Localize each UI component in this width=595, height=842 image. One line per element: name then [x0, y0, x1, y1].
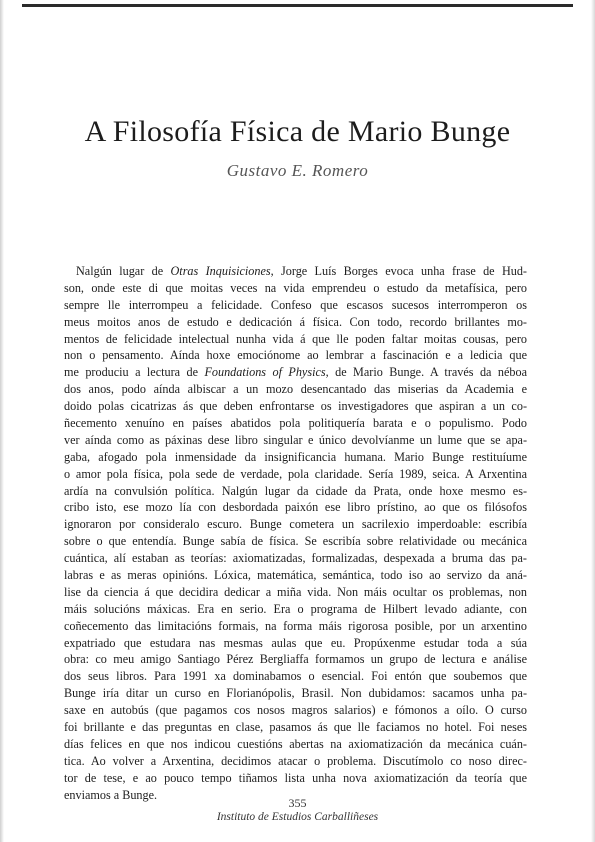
body-line [64, 415, 527, 432]
body-line [64, 753, 527, 770]
body-text-segment: sobre o que entendía. Bunge sabía de física. Se escribía sobre relatividade ou mecánica [64, 534, 527, 549]
body-text-segment: son, onde este di que moitas veces na vida emprendeu o estudo da metafísica, pero [64, 280, 527, 295]
body-text-segment: saxe en autobús (que pagamos cos nosos magros salarios) e fómonos a oílo. O curso [64, 703, 527, 718]
body-text-segment: Bunge iría ditar un curso en Florianópolis, Brasil. Non dubidamos: sacamos unha pa- [64, 686, 527, 701]
body-line [64, 297, 527, 314]
body-line [64, 567, 527, 584]
body-text-segment: tica. Ao volver a Arxentina, decidimos atacar o problema. Discutímolo co noso direc- [64, 753, 527, 768]
body-line [64, 516, 527, 533]
body-line [64, 331, 527, 348]
article-author: Gustavo E. Romero [226, 161, 369, 180]
body-text-segment: tor de tese, e ao pouco tempo tiñamos lista unha nova axiomatización da teoría que [64, 770, 527, 785]
body-text-segment: coñecemento das limitacións formais, na forma máis rigorosa posible, por un arxentino [64, 618, 527, 633]
body-line [64, 432, 527, 449]
body-text-segment: dos anos, podo aínda albiscar a un mozo desencantado das miserias da Academia e [64, 382, 527, 397]
body-line [64, 263, 527, 280]
body-line [64, 736, 527, 753]
italic-text: Foundations of Physics, [204, 365, 329, 380]
body-line [64, 635, 527, 652]
body-text-segment: sempre lle interrompeu a felicidade. Confeso que escasos sucesos interromperon os [64, 297, 527, 312]
body-text-segment: labras e as meras opinións. Lóxica, matemática, semántica, todo iso ao servizo da aná- [64, 568, 527, 583]
body-line [64, 685, 527, 702]
body-text-segment: ver aínda como as páxinas dese libro singular e único devolvíanme un lume que se apa- [64, 432, 527, 447]
body-text-segment: mentos de felicidade intelectual nunha vida á que lle poden faltar moitas cousas, pero [64, 331, 527, 346]
body-text-segment: me produciu a lectura de [64, 365, 205, 380]
body-line [64, 347, 527, 364]
body-text-segment: cuántica, alí estaban as teorías: axiomatizadas, formalizadas, despexada a bruma das pa- [64, 551, 527, 566]
article-title: A Filosofía Física de Mario Bunge [84, 115, 511, 148]
body-line [64, 584, 527, 601]
article-body [64, 263, 527, 804]
body-text-segment: meus moitos anos de estudo e dedicación á física. Con todo, recordo brillantes mo- [64, 314, 527, 329]
body-line [64, 601, 527, 618]
body-text-segment: de Mario Bunge. A través da néboa [328, 365, 527, 380]
body-line [64, 381, 527, 398]
body-line [64, 280, 527, 297]
body-text-segment: cribo isto, ese mozo lía con desbordada paixón ese libro prístino, ao que os filósofos [64, 500, 527, 515]
body-line [64, 533, 527, 550]
body-line [64, 702, 527, 719]
body-text-segment: ñecemento xenuíno en países abatidos pola politiquería barata e o populismo. Podo [64, 416, 527, 431]
body-text-segment: Nalgún lugar de [76, 264, 171, 278]
body-line [64, 483, 527, 500]
page-number: 355 [288, 796, 307, 810]
body-text-segment: días felices en que nos indicou cuestións abertas na axiomatización da mecánica cuán- [64, 736, 527, 751]
body-text-segment: o amor pola física, pola sede de verdade, pola claridade. Sería 1989, seica. A Arxentina [64, 466, 527, 481]
body-text-segment: máis solucións máxicas. Era en serio. Era o programa de Hilbert levado adiante, con [64, 601, 527, 616]
body-line [64, 618, 527, 635]
body-line [64, 499, 527, 516]
italic-text: Otras Inquisiciones, [170, 264, 274, 278]
body-line [64, 550, 527, 567]
body-line [64, 466, 527, 483]
body-text-segment: doido polas cicatrizas ás que deben enfrontarse os investigadores que aspiran a un co- [64, 399, 527, 414]
body-text-segment: gaba, afogado pola inmensidade da insignificancia humana. Mario Bunge restituíume [64, 449, 527, 464]
publisher-footer: Instituto de Estudios Carballiñeses [216, 811, 379, 823]
body-text-segment: foi brillante e das preguntas en clase, pasamos ás que lle faciamos no hotel. Foi neses [64, 720, 527, 735]
body-text-segment: ardía na convulsión política. Nalgún lugar da cidade da Prata, onde hoxe mesmo es- [64, 483, 527, 498]
body-line [64, 719, 527, 736]
body-line [64, 364, 527, 381]
body-text-segment: ignoraron por consideralo escuro. Bunge cometera un sacrilexio imperdoable: escribía [64, 517, 527, 532]
body-line [64, 314, 527, 331]
body-line [64, 398, 527, 415]
body-text-segment: obra: co meu amigo Santiago Pérez Bergliaffa formamos un grupo de lectura e análise [64, 652, 527, 667]
page-top-edge [22, 4, 573, 7]
body-line [64, 770, 527, 787]
body-text-segment: dos seus libros. Para 1991 xa dominabamos o esencial. Foi entón que soubemos que [64, 669, 527, 684]
body-line [64, 651, 527, 668]
body-text-segment: enviamos a Bunge. [64, 787, 158, 802]
body-text-segment: non o pensamento. Aínda hoxe emociónome ao lembrar a fascinación e a ledicia que [64, 348, 527, 363]
body-line [64, 449, 527, 466]
body-text-segment: Jorge Luís Borges evoca unha frase de Hud- [273, 264, 527, 278]
body-line [64, 668, 527, 685]
body-text-segment: lise da ciencia á que decidira dedicar a miña vida. Non máis ocultar os problemas, non [64, 584, 527, 599]
body-text-segment: expatriado que estudara nas mesmas aulas que eu. Propúxenme estudar toda a súa [64, 635, 527, 650]
